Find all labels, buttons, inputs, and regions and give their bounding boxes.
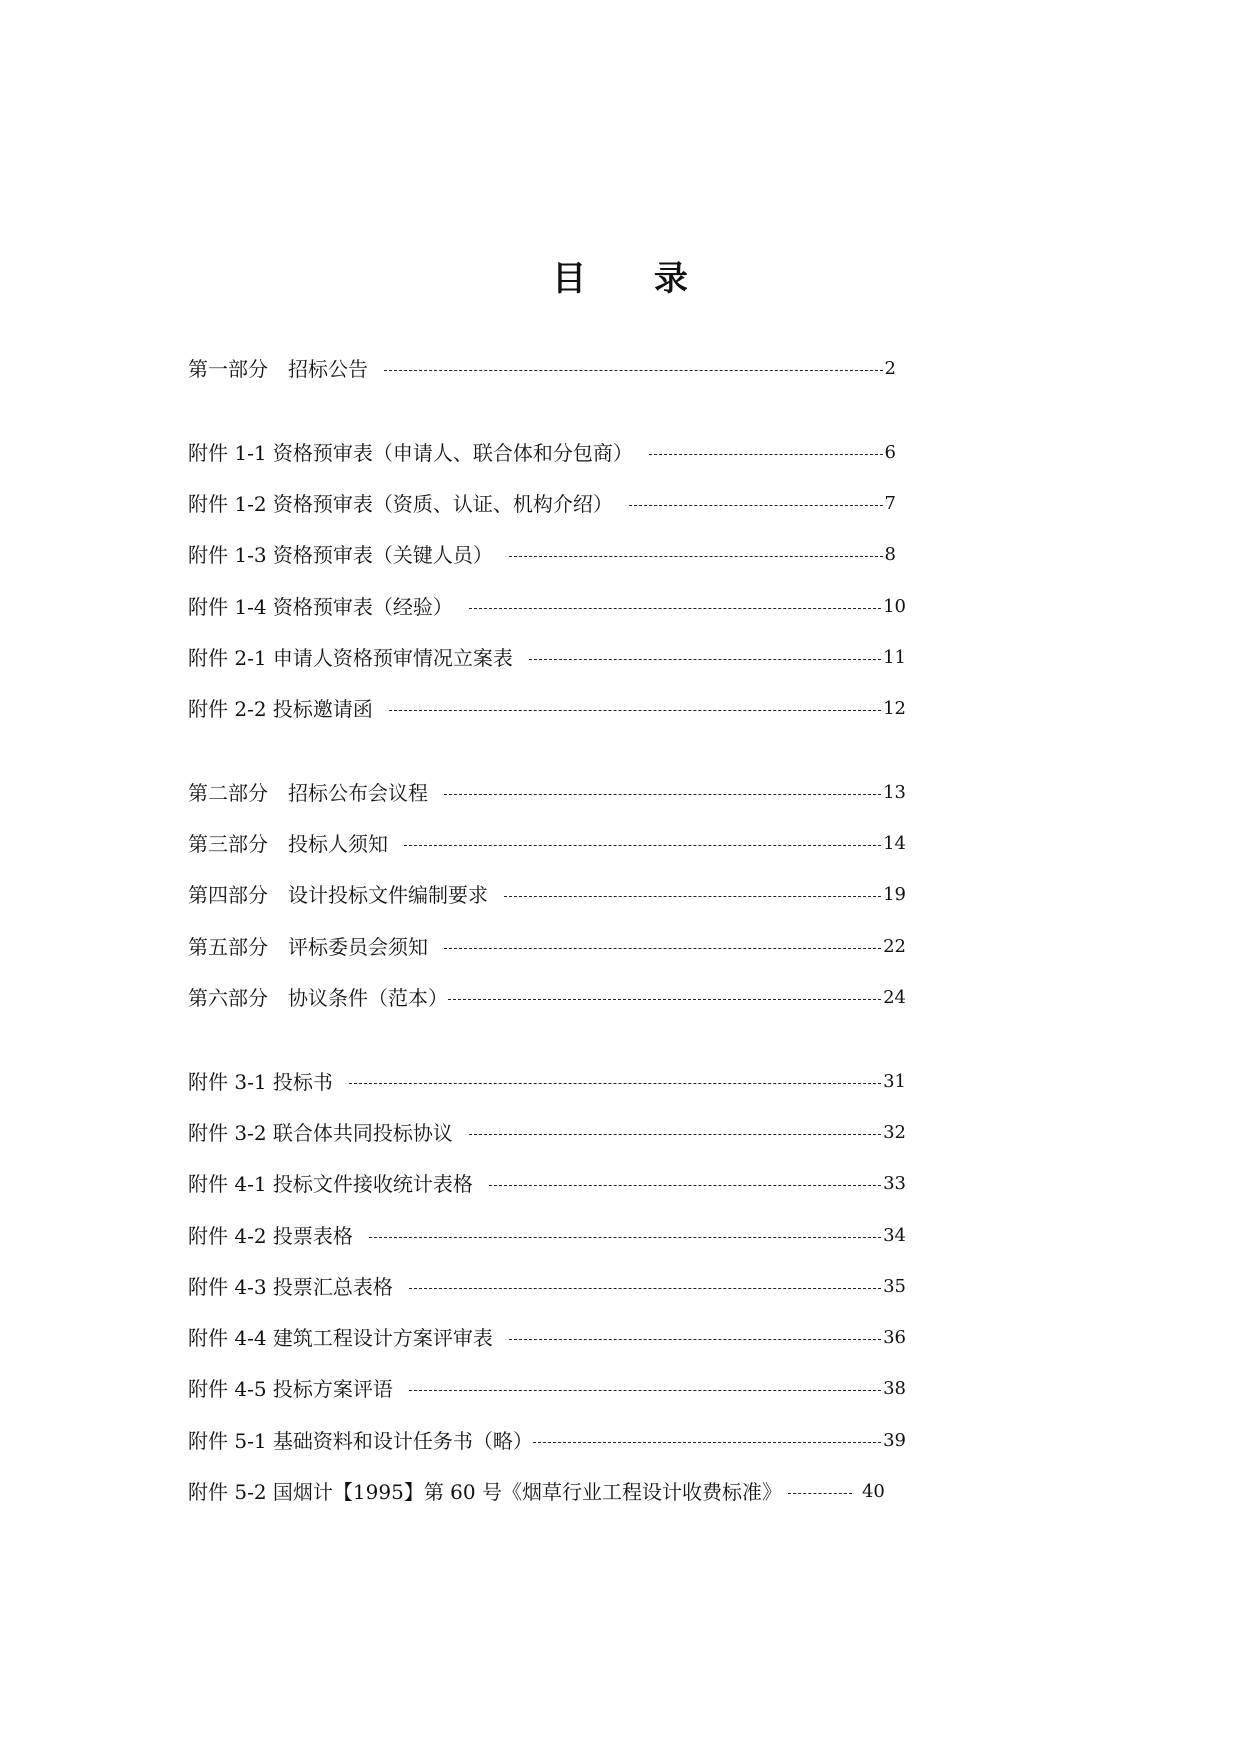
toc-entry[interactable] — [188, 592, 906, 622]
toc-entry-page: 24 — [883, 987, 906, 1008]
toc-entry-page: 31 — [883, 1071, 906, 1092]
toc-entry-label: 第一部分 招标公告 — [188, 357, 368, 381]
toc-entry-page: 36 — [883, 1327, 906, 1348]
toc-entry-page: 38 — [883, 1378, 906, 1399]
toc-entry-page: 33 — [883, 1173, 906, 1194]
toc-leader — [509, 1339, 881, 1340]
toc-entry-label: 附件 4-4 建筑工程设计方案评审表 — [188, 1326, 493, 1350]
toc-entry[interactable] — [188, 354, 896, 384]
toc-entry[interactable] — [188, 1323, 906, 1353]
toc-leader — [489, 1185, 881, 1186]
toc-leader — [384, 370, 883, 371]
toc-leader — [409, 1390, 881, 1391]
toc-entry-label: 附件 2-1 申请人资格预审情况立案表 — [188, 646, 513, 670]
toc-leader — [529, 659, 881, 660]
toc-entry-page: 39 — [883, 1430, 906, 1451]
toc-entry-page: 10 — [883, 596, 906, 617]
toc-leader — [509, 556, 883, 557]
toc-entry[interactable] — [188, 694, 906, 724]
toc-leader — [629, 505, 883, 506]
toc-entry-page: 22 — [883, 936, 906, 957]
toc-entry[interactable] — [188, 1067, 906, 1097]
toc-leader — [448, 999, 881, 1000]
toc-entry-label: 附件 4-1 投标文件接收统计表格 — [188, 1172, 473, 1196]
toc-entry-label: 附件 4-5 投标方案评语 — [188, 1377, 393, 1401]
toc-leader — [533, 1442, 881, 1443]
toc-leader — [469, 608, 881, 609]
toc-entry-label: 附件 3-1 投标书 — [188, 1070, 333, 1094]
toc-entry-label: 第三部分 投标人须知 — [188, 832, 388, 856]
toc-entry-label: 附件 4-2 投票表格 — [188, 1224, 353, 1248]
toc-entry-label: 附件 1-4 资格预审表（经验） — [188, 595, 453, 619]
toc-entry-page: 35 — [883, 1276, 906, 1297]
toc-entry[interactable] — [188, 1374, 906, 1404]
toc-entry[interactable] — [188, 1477, 906, 1507]
toc-entry-page: 2 — [884, 358, 896, 379]
toc-entry-label: 第二部分 招标公布会议程 — [188, 781, 428, 805]
toc-entry-label: 附件 5-1 基础资料和设计任务书（略） — [188, 1429, 533, 1453]
toc-entry-page: 34 — [883, 1225, 906, 1246]
toc-entry[interactable] — [188, 1272, 906, 1302]
toc-entry-label: 附件 1-3 资格预审表（关键人员） — [188, 543, 493, 567]
toc-entry-label: 附件 2-2 投标邀请函 — [188, 697, 373, 721]
toc-leader — [444, 794, 881, 795]
toc-leader — [504, 896, 881, 897]
toc-entry[interactable] — [188, 540, 896, 570]
toc-entry-label: 附件 1-1 资格预审表（申请人、联合体和分包商） — [188, 441, 633, 465]
toc-entry[interactable] — [188, 643, 906, 673]
toc-entry-page: 12 — [883, 698, 906, 719]
toc-entry-page: 19 — [883, 884, 906, 905]
toc-entry-page: 8 — [884, 544, 896, 565]
toc-entry-page: 11 — [883, 647, 906, 668]
toc-leader — [444, 948, 881, 949]
toc-entry-label: 附件 5-2 国烟计【1995】第 60 号《烟草行业工程设计收费标准》 — [188, 1480, 782, 1504]
toc-leader — [649, 454, 883, 455]
toc-entry-label: 第五部分 评标委员会须知 — [188, 935, 428, 959]
toc-entry-page: 14 — [883, 833, 906, 854]
toc-leader — [349, 1083, 881, 1084]
toc-entry[interactable] — [188, 438, 896, 468]
toc-entry[interactable] — [188, 880, 906, 910]
toc-leader — [469, 1134, 881, 1135]
toc-entry[interactable] — [188, 932, 906, 962]
toc-entry[interactable] — [188, 1221, 906, 1251]
toc-entry-label: 第四部分 设计投标文件编制要求 — [188, 883, 488, 907]
toc-entry-page: 40 — [861, 1481, 885, 1502]
toc-entry-label: 附件 3-2 联合体共同投标协议 — [188, 1121, 453, 1145]
toc-leader — [409, 1288, 881, 1289]
toc-entry[interactable] — [188, 983, 906, 1013]
toc-entry[interactable] — [188, 778, 906, 808]
toc-entry[interactable] — [188, 1426, 906, 1456]
toc-entry-page: 6 — [884, 442, 896, 463]
toc-leader — [788, 1493, 852, 1494]
toc-entry[interactable] — [188, 829, 906, 859]
toc-leader — [389, 710, 881, 711]
toc-entry[interactable] — [188, 1169, 906, 1199]
toc-entry[interactable] — [188, 1118, 906, 1148]
toc-entry-label: 附件 4-3 投票汇总表格 — [188, 1275, 393, 1299]
toc-entry-page: 7 — [884, 493, 896, 514]
toc-entry-page: 13 — [883, 782, 906, 803]
toc-leader — [404, 845, 881, 846]
toc-entry[interactable] — [188, 489, 896, 519]
toc-leader — [369, 1237, 881, 1238]
toc-entry-page: 32 — [883, 1122, 906, 1143]
toc-entry-label: 附件 1-2 资格预审表（资质、认证、机构介绍） — [188, 492, 613, 516]
page-title: 目 录 — [552, 259, 716, 299]
toc-entry-label: 第六部分 协议条件（范本） — [188, 986, 448, 1010]
